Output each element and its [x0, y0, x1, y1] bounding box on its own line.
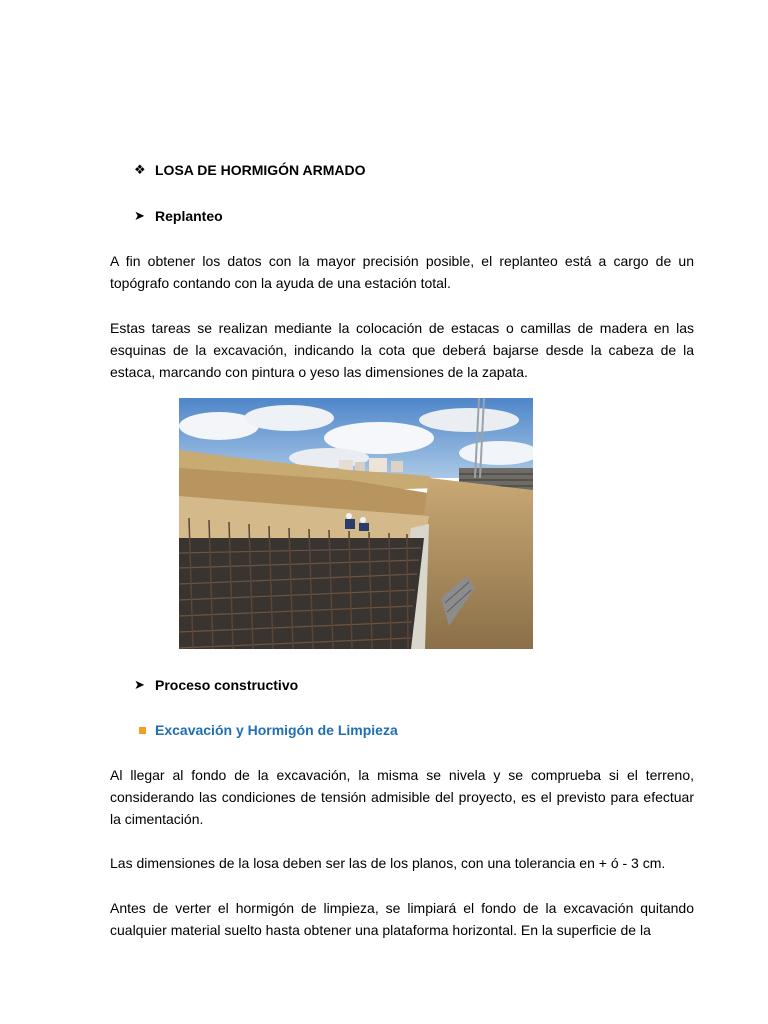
paragraph-excavacion-2: Las dimensiones de la losa deben ser las de los planos, con una tolerancia en + ó - 3 cm. — [110, 855, 666, 871]
paragraph-excavacion-3: Antes de verter el hormigón de limpieza, se limpiará el fondo de la excavación quitando cualquier material suelto hasta obtener una plataforma horizontal. En la superficie de la — [110, 900, 694, 938]
paragraph-replanteo-2: Estas tareas se realizan mediante la colocación de estacas o camillas de madera en las esquinas de la excavación, indicando la cota que deberá bajarse desde la cabeza de la estaca, marcando con pintura o yeso las dimensiones de la zapata. — [110, 320, 694, 380]
subheading-excavacion — [134, 721, 398, 739]
arrow-bullet-icon: ➤ — [134, 208, 145, 223]
construction-site-photo — [179, 398, 533, 649]
paragraph-excavacion-1: Al llegar al fondo de la excavación, la misma se nivela y se comprueba si el terreno, considerando las condiciones de tensión admisible del proyecto, es el previsto para efectuar la cimentación. — [110, 767, 694, 827]
section-heading-losa-text: LOSA DE HORMIGÓN ARMADO — [155, 162, 366, 178]
paragraph-replanteo-1: A fin obtener los datos con la mayor precisión posible, el replanteo está a cargo de un topógrafo contando con la ayuda de una estación total. — [110, 253, 694, 291]
subheading-proceso — [134, 676, 298, 694]
subheading-proceso-text: Proceso constructivo — [155, 677, 299, 693]
section-heading-losa — [134, 161, 366, 179]
subheading-replanteo — [134, 207, 223, 225]
square-bullet-icon — [139, 727, 146, 734]
arrow-bullet-icon: ➤ — [134, 677, 145, 692]
subheading-excavacion-text: Excavación y Hormigón de Limpieza — [155, 722, 398, 738]
subheading-replanteo-text: Replanteo — [155, 208, 223, 224]
diamond-bullet-icon: ❖ — [134, 162, 146, 177]
